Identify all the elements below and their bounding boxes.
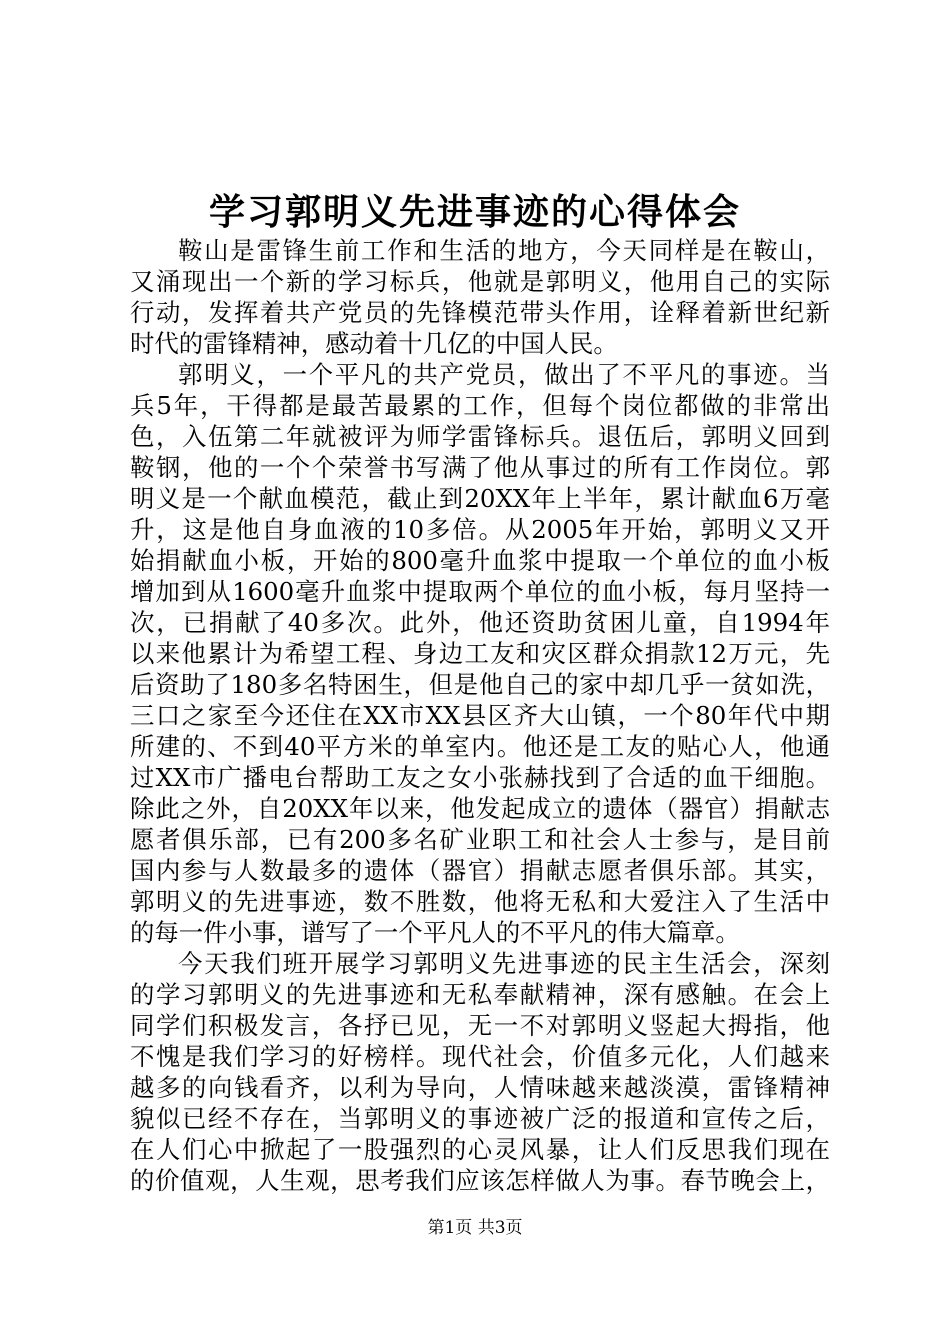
paragraph-line: 始捐献血小板，开始的800毫升血浆中提取一个单位的血小板 [130,546,830,575]
paragraph-line: 的学习郭明义的先进事迹和无私奉献精神，深有感触。在会上 [130,980,830,1009]
paragraph-line: 的价值观，人生观，思考我们应该怎样做人为事。春节晚会上， [130,1166,830,1195]
page-footer: 第1页 共3页 [427,1218,523,1238]
paragraph-line: 郭明义，一个平凡的共产党员，做出了不平凡的事迹。当 [178,360,830,389]
paragraph-line: 在人们心中掀起了一股强烈的心灵风暴，让人们反思我们现在 [130,1135,830,1164]
paragraph-line: 兵5年，干得都是最苦最累的工作，但每个岗位都做的非常出 [130,391,830,420]
paragraph-line: 鞍山是雷锋生前工作和生活的地方，今天同样是在鞍山， [178,236,830,265]
paragraph-line: 愿者俱乐部，已有200多名矿业职工和社会人士参与，是目前 [130,825,830,854]
paragraph-line: 同学们积极发言，各抒已见，无一不对郭明义竖起大拇指，他 [130,1011,830,1040]
paragraph-line: 所建的、不到40平方米的单室内。他还是工友的贴心人，他通 [130,732,830,761]
paragraph-line: 时代的雷锋精神，感动着十几亿的中国人民。 [130,329,618,358]
paragraph-line: 后资助了180多名特困生，但是他自己的家中却几乎一贫如洗， [130,670,830,699]
paragraph-line: 增加到从1600毫升血浆中提取两个单位的血小板，每月坚持一 [130,577,830,606]
paragraph-line: 不愧是我们学习的好榜样。现代社会，价值多元化，人们越来 [130,1042,830,1071]
document-title: 学习郭明义先进事迹的心得体会 [208,191,741,233]
paragraph-line: 郭明义的先进事迹，数不胜数，他将无私和大爱注入了生活中 [130,887,830,916]
paragraph-line: 今天我们班开展学习郭明义先进事迹的民主生活会，深刻 [178,949,830,978]
paragraph-line: 次，已捐献了40多次。此外，他还资助贫困儿童，自1994年 [130,608,830,637]
paragraph-line: 除此之外，自20XX年以来，他发起成立的遗体（器官）捐献志 [130,794,830,823]
paragraph [130,948,830,1196]
paragraph-line: 三口之家至今还住在XX市XX县区齐大山镇，一个80年代中期 [130,701,830,730]
paragraph-line: 色，入伍第二年就被评为师学雷锋标兵。退伍后，郭明义回到 [130,422,830,451]
paragraph-line: 越多的向钱看齐，以利为导向，人情味越来越淡漠，雷锋精神 [130,1073,830,1102]
paragraph-line: 明义是一个献血模范，截止到20XX年上半年，累计献血6万毫 [130,484,830,513]
paragraph-line: 国内参与人数最多的遗体（器官）捐献志愿者俱乐部。其实， [130,856,830,885]
paragraph [130,235,830,359]
document-body [130,235,830,1196]
paragraph-line: 行动，发挥着共产党员的先锋模范带头作用，诠释着新世纪新 [130,298,830,327]
paragraph-line: 的每一件小事，谱写了一个平凡人的不平凡的伟大篇章。 [130,918,740,947]
paragraph-line: 以来他累计为希望工程、身边工友和灾区群众捐款12万元，先 [130,639,830,668]
paragraph-line: 过XX市广播电台帮助工友之女小张赫找到了合适的血干细胞。 [130,763,830,792]
paragraph-line: 升，这是他自身血液的10多倍。从2005年开始，郭明义又开 [130,515,830,544]
paragraph-line: 鞍钢，他的一个个荣誉书写满了他从事过的所有工作岗位。郭 [130,453,830,482]
paragraph-line: 又涌现出一个新的学习标兵，他就是郭明义，他用自己的实际 [130,267,830,296]
paragraph [130,359,830,948]
paragraph-line: 貌似已经不存在，当郭明义的事迹被广泛的报道和宣传之后， [130,1104,830,1133]
